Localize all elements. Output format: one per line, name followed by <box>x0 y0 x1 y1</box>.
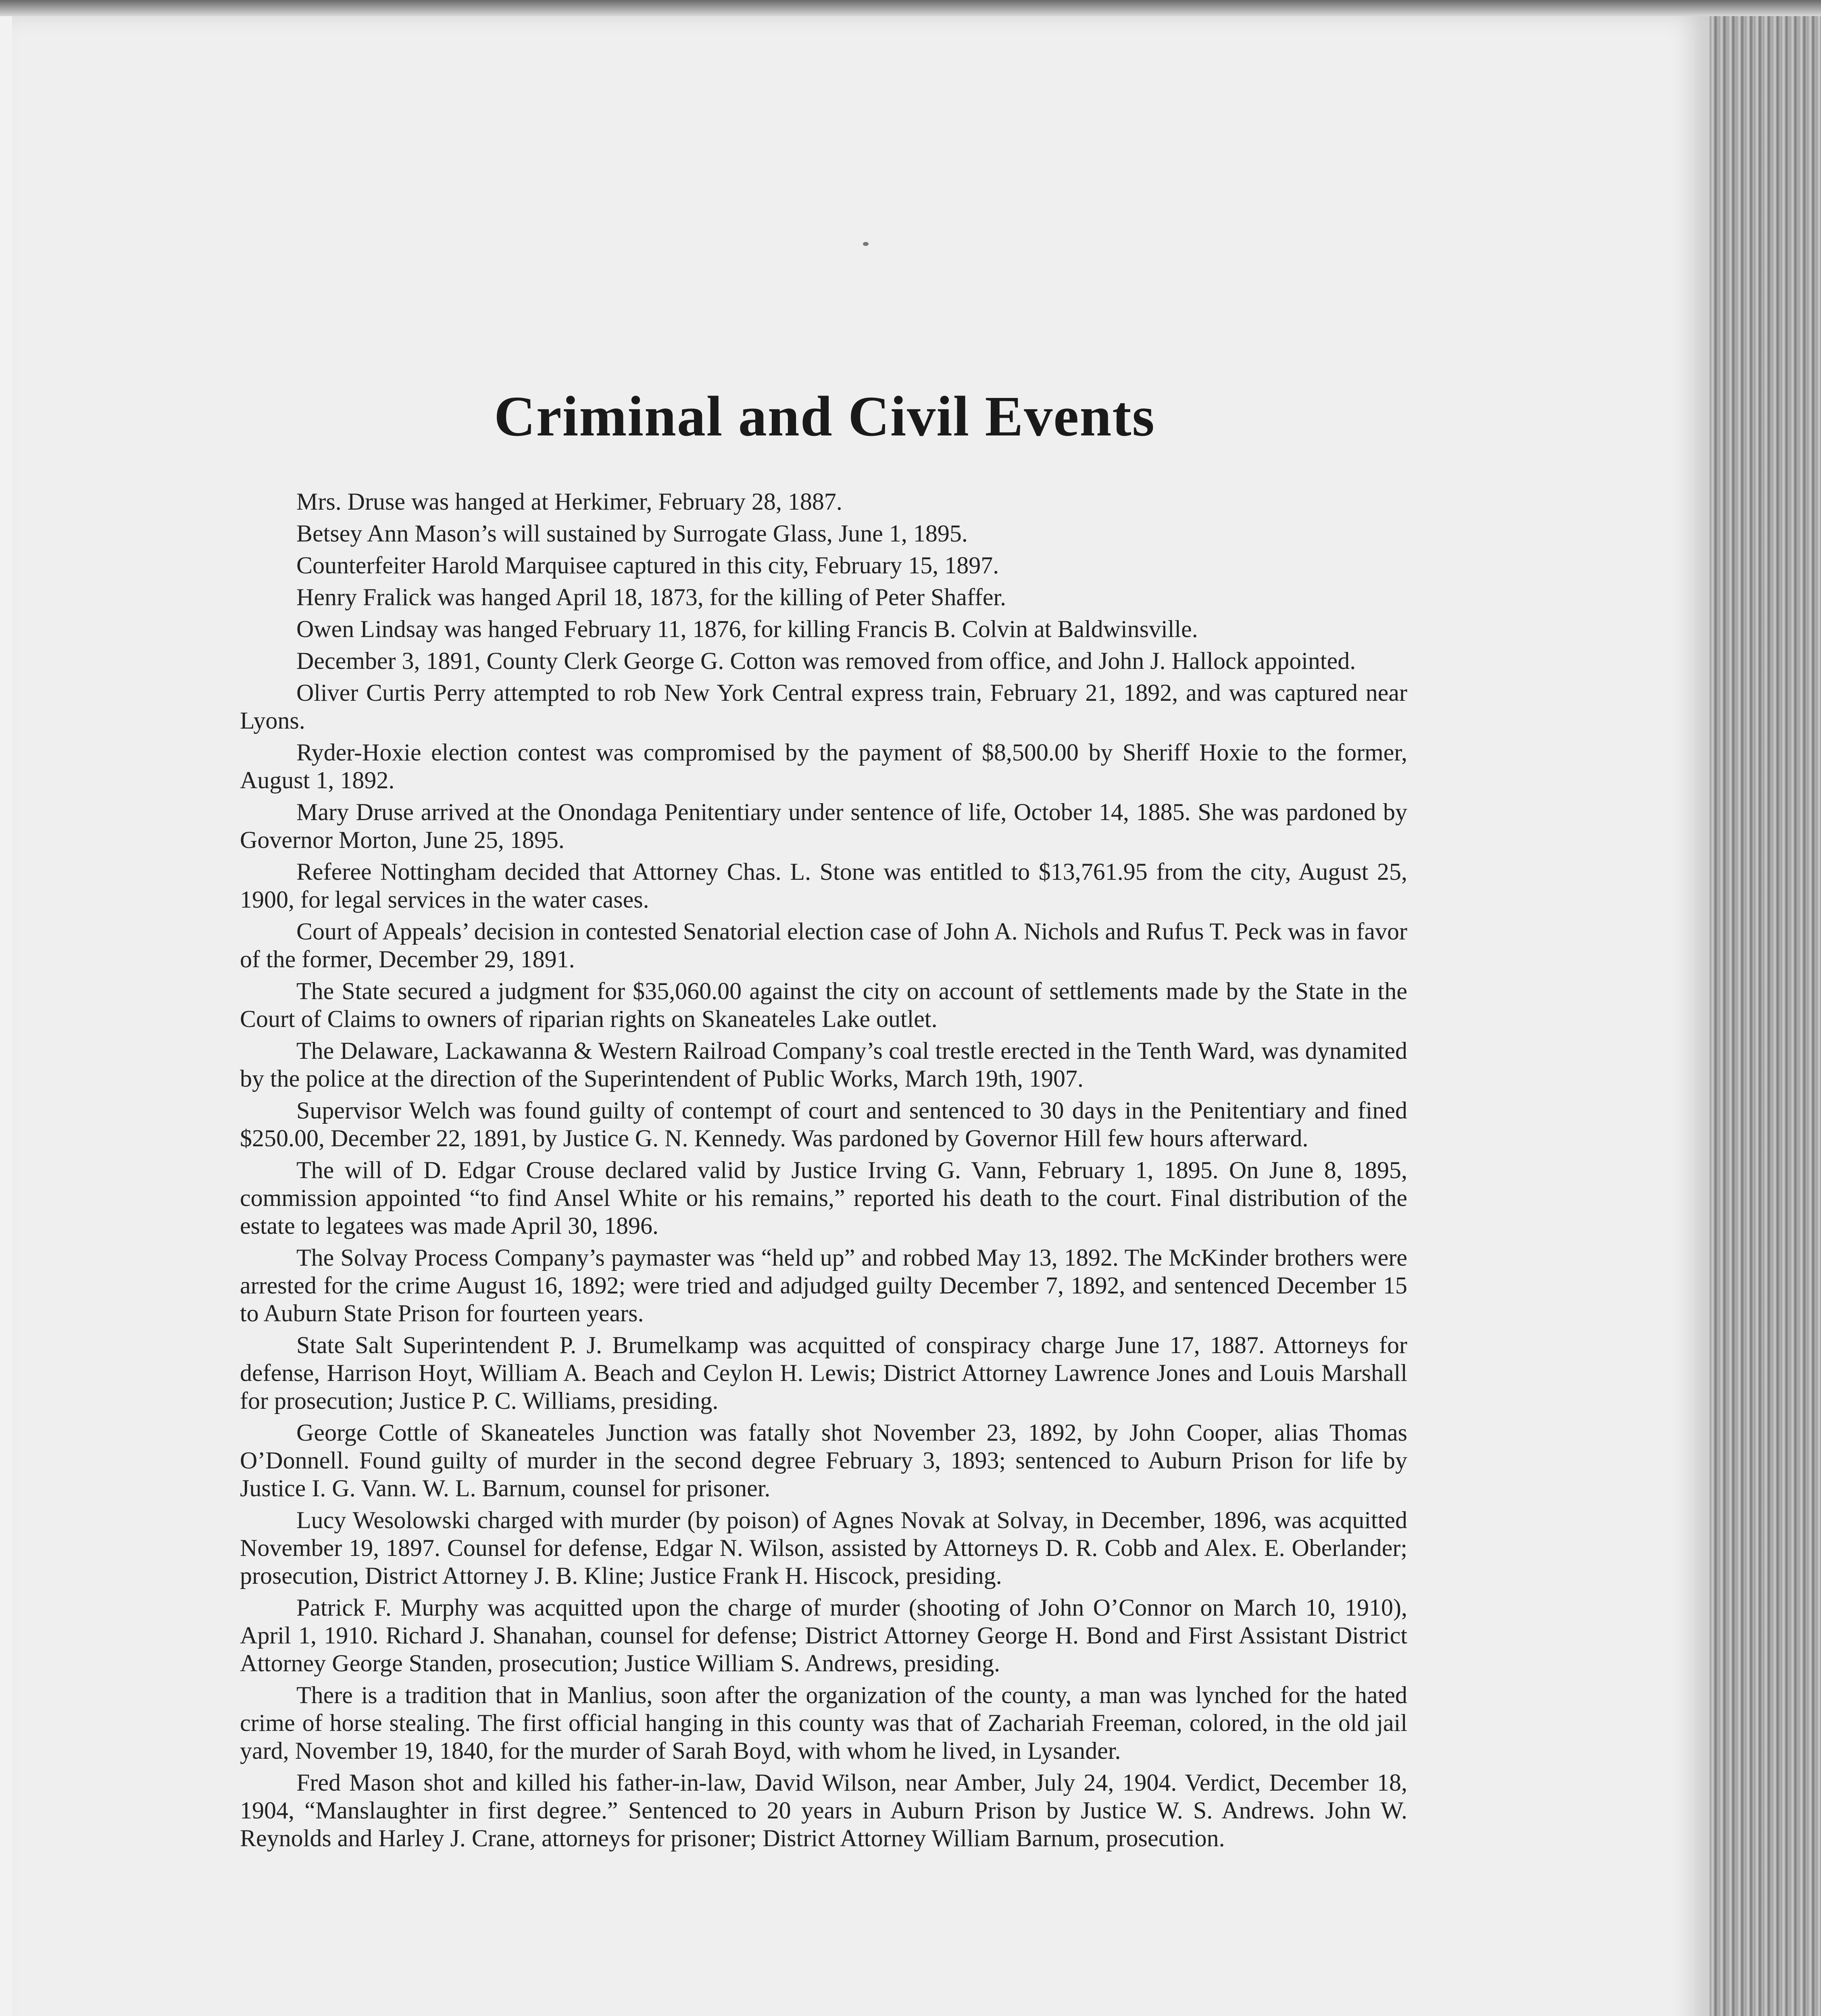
ink-speck <box>863 242 869 246</box>
page-title: Criminal and Civil Events <box>494 384 1155 448</box>
event-entry: There is a tradition that in Manlius, soon after the organization of the county, a man was lynched for the hated crime of horse stealing. The first official hanging in this county was that of Zachariah Freeman, colored, in the old jail yard, November 19, 1840, for the murder of Sarah Boyd, with whom he lived, in Lysander. <box>240 1682 1407 1764</box>
event-entry: Fred Mason shot and killed his father-in-law, David Wilson, near Amber, July 24, 1904. Verdict, December 18, 1904, “Manslaughter in first degree.” Sentenced to 20 years in Auburn Prison by Justice W. S. Andrews. John W. Reynolds and Harley J. Crane, attorneys for prisoner; District Attorney William Barnum, prosecution. <box>240 1769 1407 1851</box>
event-entry: Referee Nottingham decided that Attorney Chas. L. Stone was entitled to $13,761.95 from the city, August 25, 1900, for legal services in the water cases. <box>240 858 1407 913</box>
event-entry: The Solvay Process Company’s paymaster was “held up” and robbed May 13, 1892. The McKinder brothers were arrested for the crime August 16, 1892; were tried and adjudged guilty December 7, 1892, and sentenced December 15 to Auburn State Prison for fourteen years. <box>240 1244 1407 1327</box>
event-entry: State Salt Superintendent P. J. Brumelkamp was acquitted of conspiracy charge June 17, 1887. Attorneys for defense, Harrison Hoyt, William A. Beach and Ceylon H. Lewis; District Attorney Lawrence Jones and Louis Marshall for prosecution; Justice P. C. Williams, presiding. <box>240 1332 1407 1414</box>
event-entry: Patrick F. Murphy was acquitted upon the charge of murder (shooting of John O’Connor on March 10, 1910), April 1, 1910. Richard J. Shanahan, counsel for defense; District Attorney George H. Bond and First Assistant District Attorney George Standen, prosecution; Justice William S. Andrews, presiding. <box>240 1594 1407 1677</box>
event-entry: Henry Fralick was hanged April 18, 1873, for the killing of Peter Shaffer. <box>296 584 1006 610</box>
event-entry: Betsey Ann Mason’s will sustained by Surrogate Glass, June 1, 1895. <box>296 520 968 547</box>
page-edges <box>1710 8 1821 2016</box>
events-text <box>240 488 1407 1856</box>
book-page <box>12 12 1710 2016</box>
top-edge <box>0 0 1821 16</box>
event-entry: Mary Druse arrived at the Onondaga Penitentiary under sentence of life, October 14, 1885. She was pardoned by Governor Morton, June 25, 1895. <box>240 799 1407 853</box>
event-entry: The will of D. Edgar Crouse declared valid by Justice Irving G. Vann, February 1, 1895. On June 8, 1895, commission appointed “to find Ansel White or his remains,” reported his death to the court. Final distribution of the estate to legatees was made April 30, 1896. <box>240 1157 1407 1239</box>
event-entry: Owen Lindsay was hanged February 11, 1876, for killing Francis B. Colvin at Baldwinsville. <box>296 616 1198 642</box>
event-entry: Mrs. Druse was hanged at Herkimer, February 28, 1887. <box>296 488 842 515</box>
event-entry: Lucy Wesolowski charged with murder (by poison) of Agnes Novak at Solvay, in December, 1896, was acquitted November 19, 1897. Counsel for defense, Edgar N. Wilson, assisted by Attorneys D. R. Cobb and Alex. E. Oberlander; prosecution, District Attorney J. B. Kline; Justice Frank H. Hiscock, presiding. <box>240 1507 1407 1589</box>
event-entry: Supervisor Welch was found guilty of contempt of court and sentenced to 30 days in the Penitentiary and fined $250.00, December 22, 1891, by Justice G. N. Kennedy. Was pardoned by Governor Hill few hours afterward. <box>240 1097 1407 1152</box>
event-entry: George Cottle of Skaneateles Junction was fatally shot November 23, 1892, by John Cooper, alias Thomas O’Donnell. Found guilty of murder in the second degree February 3, 1893; sentenced to Auburn Prison for life by Justice I. G. Vann. W. L. Barnum, counsel for prisoner. <box>240 1419 1407 1502</box>
event-entry: Ryder-Hoxie election contest was compromised by the payment of $8,500.00 by Sheriff Hoxie to the former, August 1, 1892. <box>240 739 1407 793</box>
event-entry: The State secured a judgment for $35,060.00 against the city on account of settlements made by the State in the Court of Claims to owners of riparian rights on Skaneateles Lake outlet. <box>240 978 1407 1032</box>
event-entry: The Delaware, Lackawanna & Western Railroad Company’s coal trestle erected in the Tenth Ward, was dynamited by the police at the direction of the Superintendent of Public Works, March 19th, 1907. <box>240 1037 1407 1092</box>
event-entry: December 3, 1891, County Clerk George G. Cotton was removed from office, and John J. Hallock appointed. <box>296 648 1356 674</box>
event-entry: Court of Appeals’ decision in contested Senatorial election case of John A. Nichols and Rufus T. Peck was in favor of the former, December 29, 1891. <box>240 918 1407 973</box>
event-entry: Oliver Curtis Perry attempted to rob New York Central express train, February 21, 1892, and was captured near Lyons. <box>240 679 1407 734</box>
event-entry: Counterfeiter Harold Marquisee captured in this city, February 15, 1897. <box>296 552 999 579</box>
